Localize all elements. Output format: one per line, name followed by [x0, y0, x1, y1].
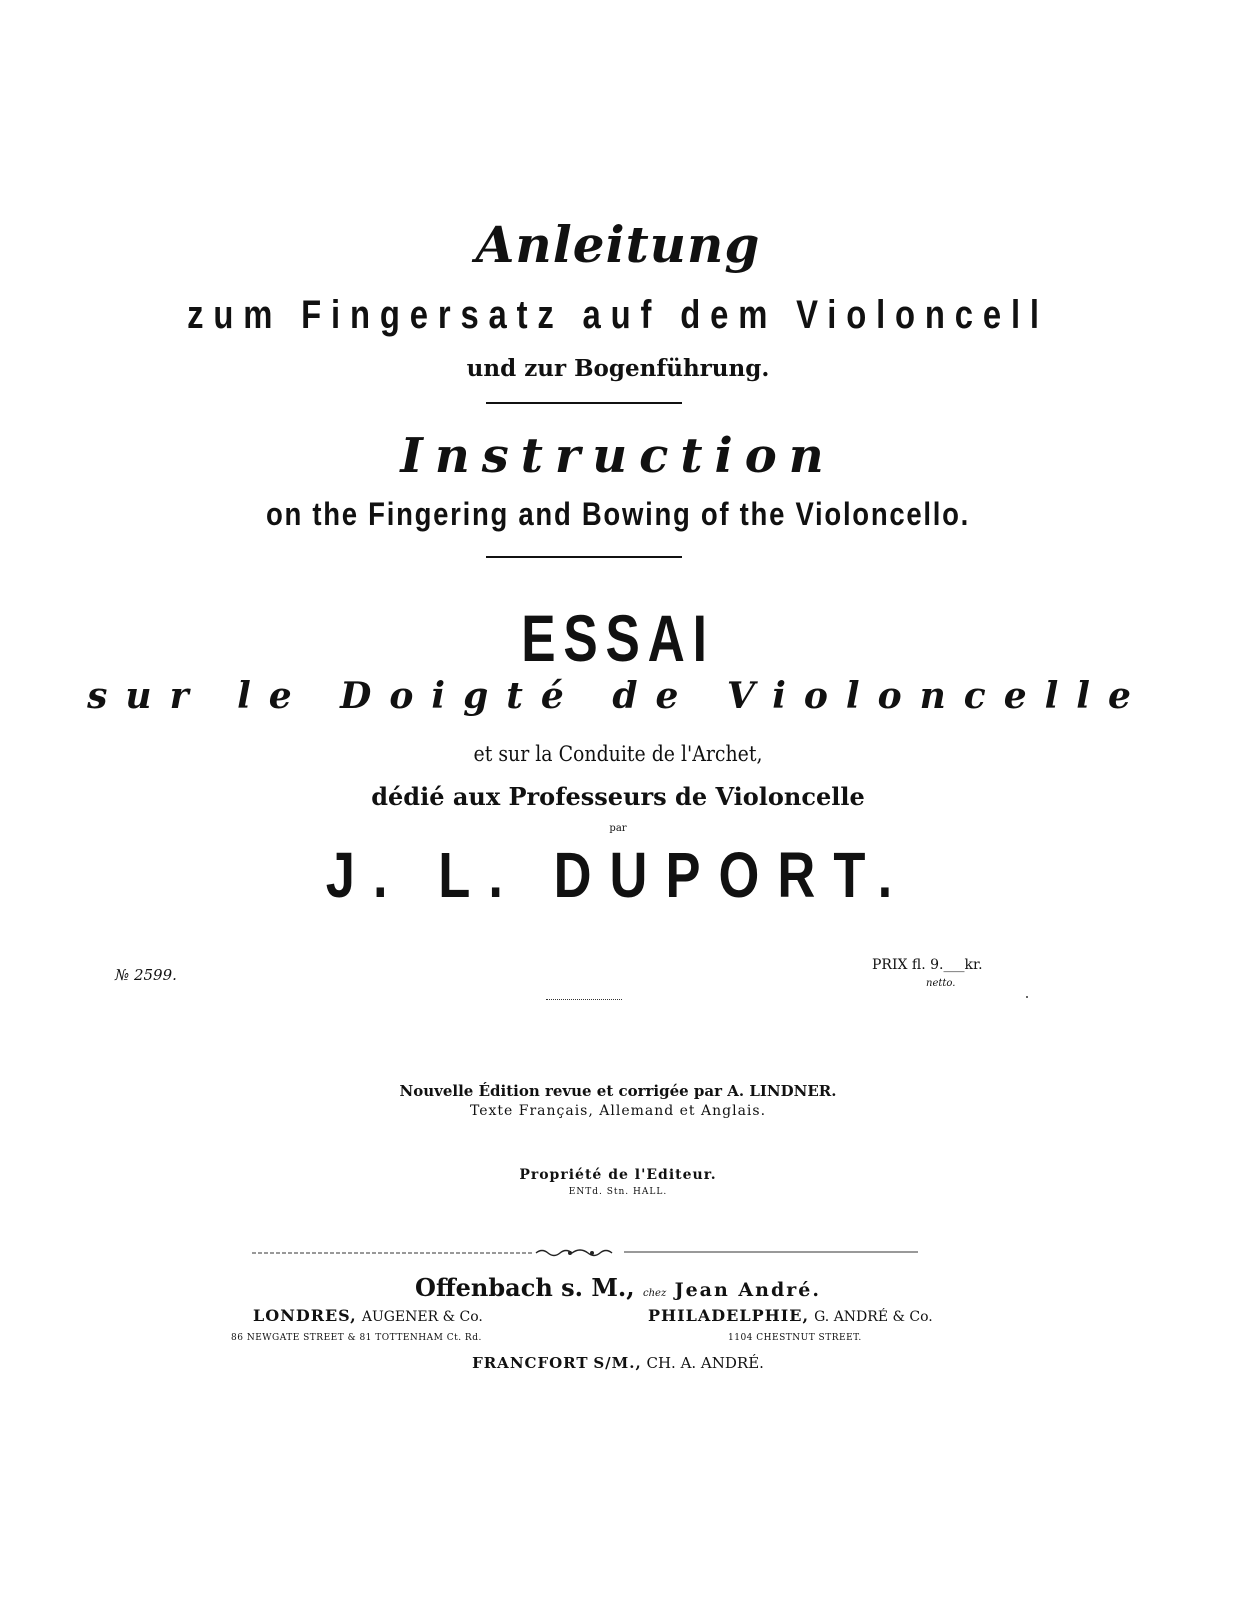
publisher-city: Offenbach s. M., — [415, 1273, 635, 1302]
french-title-line: sur le Doigté de Violoncelle — [87, 675, 1149, 717]
author-name: J. L. DUPORT. — [325, 839, 911, 911]
divider-rule — [486, 402, 682, 404]
philadelphia-agent: G. ANDRÉ & Co. — [814, 1309, 933, 1325]
catalog-number: № 2599. — [115, 966, 177, 984]
frankfurt-agent: CH. A. ANDRÉ. — [646, 1354, 764, 1372]
frankfurt-city: FRANCFORT — [472, 1354, 589, 1372]
london-agent: AUGENER & Co. — [361, 1309, 483, 1325]
philadelphia-city: PHILADELPHIE, — [648, 1306, 810, 1325]
london-agent-line — [253, 1306, 483, 1325]
frankfurt-suffix: S/M., — [593, 1354, 642, 1372]
english-title-line: on the Fingering and Bowing of the Violoncello. — [265, 496, 971, 532]
price-netto: netto. — [926, 978, 956, 989]
edition-note: Nouvelle Édition revue et corrigée par A. LINDNER. — [399, 1082, 837, 1100]
philadelphia-agent-line — [648, 1306, 933, 1325]
german-title-heading: Anleitung — [475, 215, 761, 274]
ornament-rule — [546, 999, 622, 1000]
property-note: Propriété de l'Editeur. — [519, 1167, 717, 1183]
speck — [1026, 996, 1028, 998]
publisher-chez: chez — [642, 1288, 667, 1299]
english-title-heading: Instruction — [400, 428, 836, 484]
registration-note: ENTd. Stn. HALL. — [568, 1187, 668, 1197]
publisher-name: Jean André. — [674, 1279, 821, 1301]
divider-rule — [486, 556, 682, 558]
price: PRIX fl. 9.___kr. — [872, 957, 983, 973]
german-title-line: zum Fingersatz auf dem Violoncell — [187, 293, 1049, 337]
london-address: 86 NEWGATE STREET & 81 TOTTENHAM Ct. Rd. — [231, 1333, 482, 1343]
london-city: LONDRES, — [253, 1306, 357, 1325]
by-label: par — [609, 823, 627, 834]
french-subtitle-line: et sur la Conduite de l'Archet, — [473, 742, 763, 766]
philadelphia-address: 1104 CHESTNUT STREET. — [728, 1333, 862, 1343]
language-note: Texte Français, Allemand et Anglais. — [469, 1103, 767, 1119]
frankfurt-agent-line — [0, 1354, 1236, 1372]
french-title-heading: ESSAI — [521, 601, 715, 675]
ornamental-divider — [252, 1247, 918, 1257]
dedication: dédié aux Professeurs de Violoncelle — [371, 782, 865, 811]
publisher-line — [0, 1273, 1236, 1302]
german-subtitle-line: und zur Bogenführung. — [466, 355, 770, 382]
